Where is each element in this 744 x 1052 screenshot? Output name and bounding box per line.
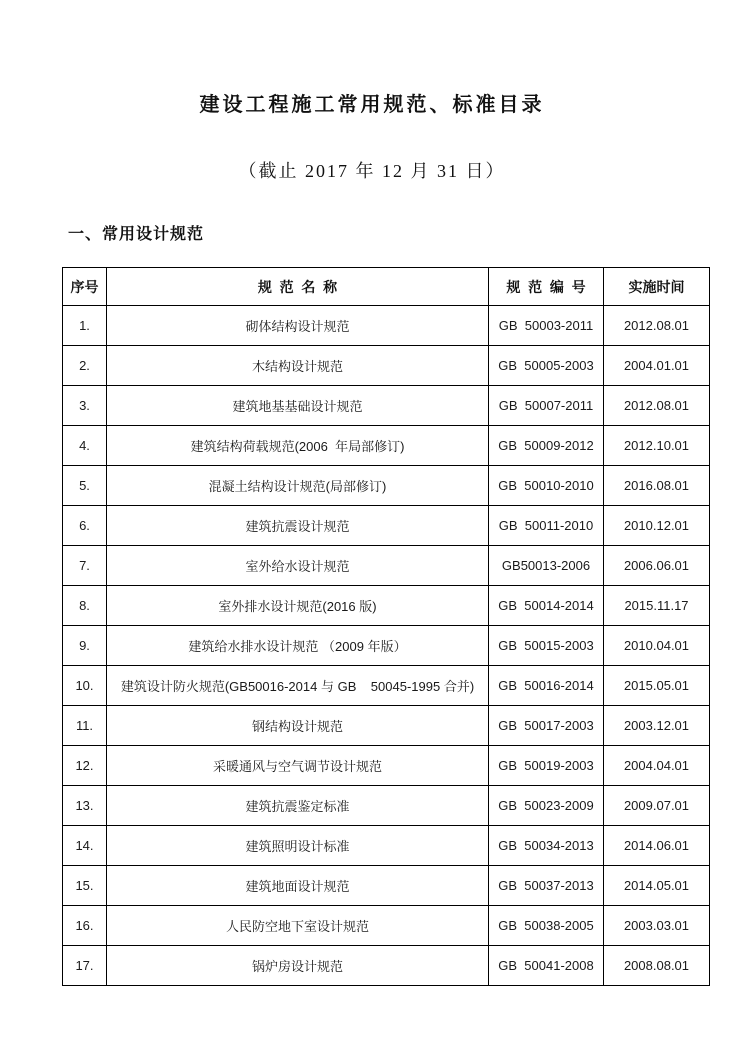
cell-no: 1. [63,306,107,346]
cell-name: 室外给水设计规范 [107,546,489,586]
cell-code: GB 50011-2010 [489,506,604,546]
cell-no: 5. [63,466,107,506]
cell-date: 2015.05.01 [604,666,710,706]
table-body [63,306,710,986]
cell-name: 木结构设计规范 [107,346,489,386]
cell-no: 10. [63,666,107,706]
cell-no: 14. [63,826,107,866]
cell-code: GB 50019-2003 [489,746,604,786]
cell-date: 2003.03.01 [604,906,710,946]
cell-date: 2010.04.01 [604,626,710,666]
cell-name: 室外排水设计规范(2016 版) [107,586,489,626]
cell-no: 13. [63,786,107,826]
cell-date: 2012.08.01 [604,386,710,426]
cell-date: 2015.11.17 [604,586,710,626]
table-row [63,706,710,746]
table-row [63,906,710,946]
cell-date: 2010.12.01 [604,506,710,546]
column-header-date: 实施时间 [604,268,710,306]
cell-no: 8. [63,586,107,626]
cell-date: 2009.07.01 [604,786,710,826]
cell-name: 混凝土结构设计规范(局部修订) [107,466,489,506]
cell-code: GB 50038-2005 [489,906,604,946]
column-header-name: 规 范 名 称 [107,268,489,306]
cell-code: GB 50041-2008 [489,946,604,986]
cell-code: GB 50010-2010 [489,466,604,506]
table-row [63,466,710,506]
table-row [63,666,710,706]
cell-no: 12. [63,746,107,786]
cell-code: GB 50023-2009 [489,786,604,826]
cell-no: 6. [63,506,107,546]
cell-code: GB 50016-2014 [489,666,604,706]
cell-code: GB 50014-2014 [489,586,604,626]
table-row [63,746,710,786]
document-title: 建设工程施工常用规范、标准目录 [199,94,545,116]
cell-name: 砌体结构设计规范 [107,306,489,346]
section-heading: 一、常用设计规范 [68,226,205,243]
table-row [63,506,710,546]
cell-no: 2. [63,346,107,386]
table-row [63,306,710,346]
cell-date: 2004.01.01 [604,346,710,386]
table-row [63,426,710,466]
cell-date: 2006.06.01 [604,546,710,586]
cell-code: GB 50015-2003 [489,626,604,666]
cell-no: 9. [63,626,107,666]
table-row [63,866,710,906]
cell-code: GB50013-2006 [489,546,604,586]
cell-no: 15. [63,866,107,906]
cell-no: 4. [63,426,107,466]
cell-no: 16. [63,906,107,946]
document-subtitle: （截止 2017 年 12 月 31 日） [238,161,506,181]
table-row [63,626,710,666]
cell-code: GB 50009-2012 [489,426,604,466]
cell-name: 建筑结构荷载规范(2006 年局部修订) [107,426,489,466]
table-row [63,346,710,386]
table-header-row [63,268,710,306]
cell-name: 锅炉房设计规范 [107,946,489,986]
cell-date: 2014.06.01 [604,826,710,866]
cell-no: 3. [63,386,107,426]
cell-code: GB 50037-2013 [489,866,604,906]
cell-code: GB 50017-2003 [489,706,604,746]
cell-name: 建筑照明设计标准 [107,826,489,866]
cell-code: GB 50034-2013 [489,826,604,866]
cell-date: 2004.04.01 [604,746,710,786]
table-row [63,546,710,586]
cell-name: 建筑地面设计规范 [107,866,489,906]
cell-code: GB 50005-2003 [489,346,604,386]
cell-name: 建筑给水排水设计规范 （2009 年版） [107,626,489,666]
cell-date: 2003.12.01 [604,706,710,746]
cell-code: GB 50003-2011 [489,306,604,346]
column-header-code: 规 范 编 号 [489,268,604,306]
cell-name: 钢结构设计规范 [107,706,489,746]
cell-no: 17. [63,946,107,986]
cell-date: 2016.08.01 [604,466,710,506]
column-header-no: 序号 [63,268,107,306]
cell-no: 11. [63,706,107,746]
cell-name: 建筑抗震设计规范 [107,506,489,546]
cell-date: 2012.08.01 [604,306,710,346]
table-row [63,586,710,626]
cell-name: 建筑地基基础设计规范 [107,386,489,426]
cell-date: 2014.05.01 [604,866,710,906]
table-row [63,386,710,426]
cell-name: 建筑设计防火规范(GB50016-2014 与 GB 50045-1995 合并) [107,666,489,706]
table-row [63,826,710,866]
cell-name: 采暖通风与空气调节设计规范 [107,746,489,786]
standards-table [62,267,710,986]
cell-date: 2012.10.01 [604,426,710,466]
table-row [63,786,710,826]
cell-code: GB 50007-2011 [489,386,604,426]
cell-no: 7. [63,546,107,586]
cell-name: 人民防空地下室设计规范 [107,906,489,946]
cell-date: 2008.08.01 [604,946,710,986]
table-row [63,946,710,986]
cell-name: 建筑抗震鉴定标准 [107,786,489,826]
